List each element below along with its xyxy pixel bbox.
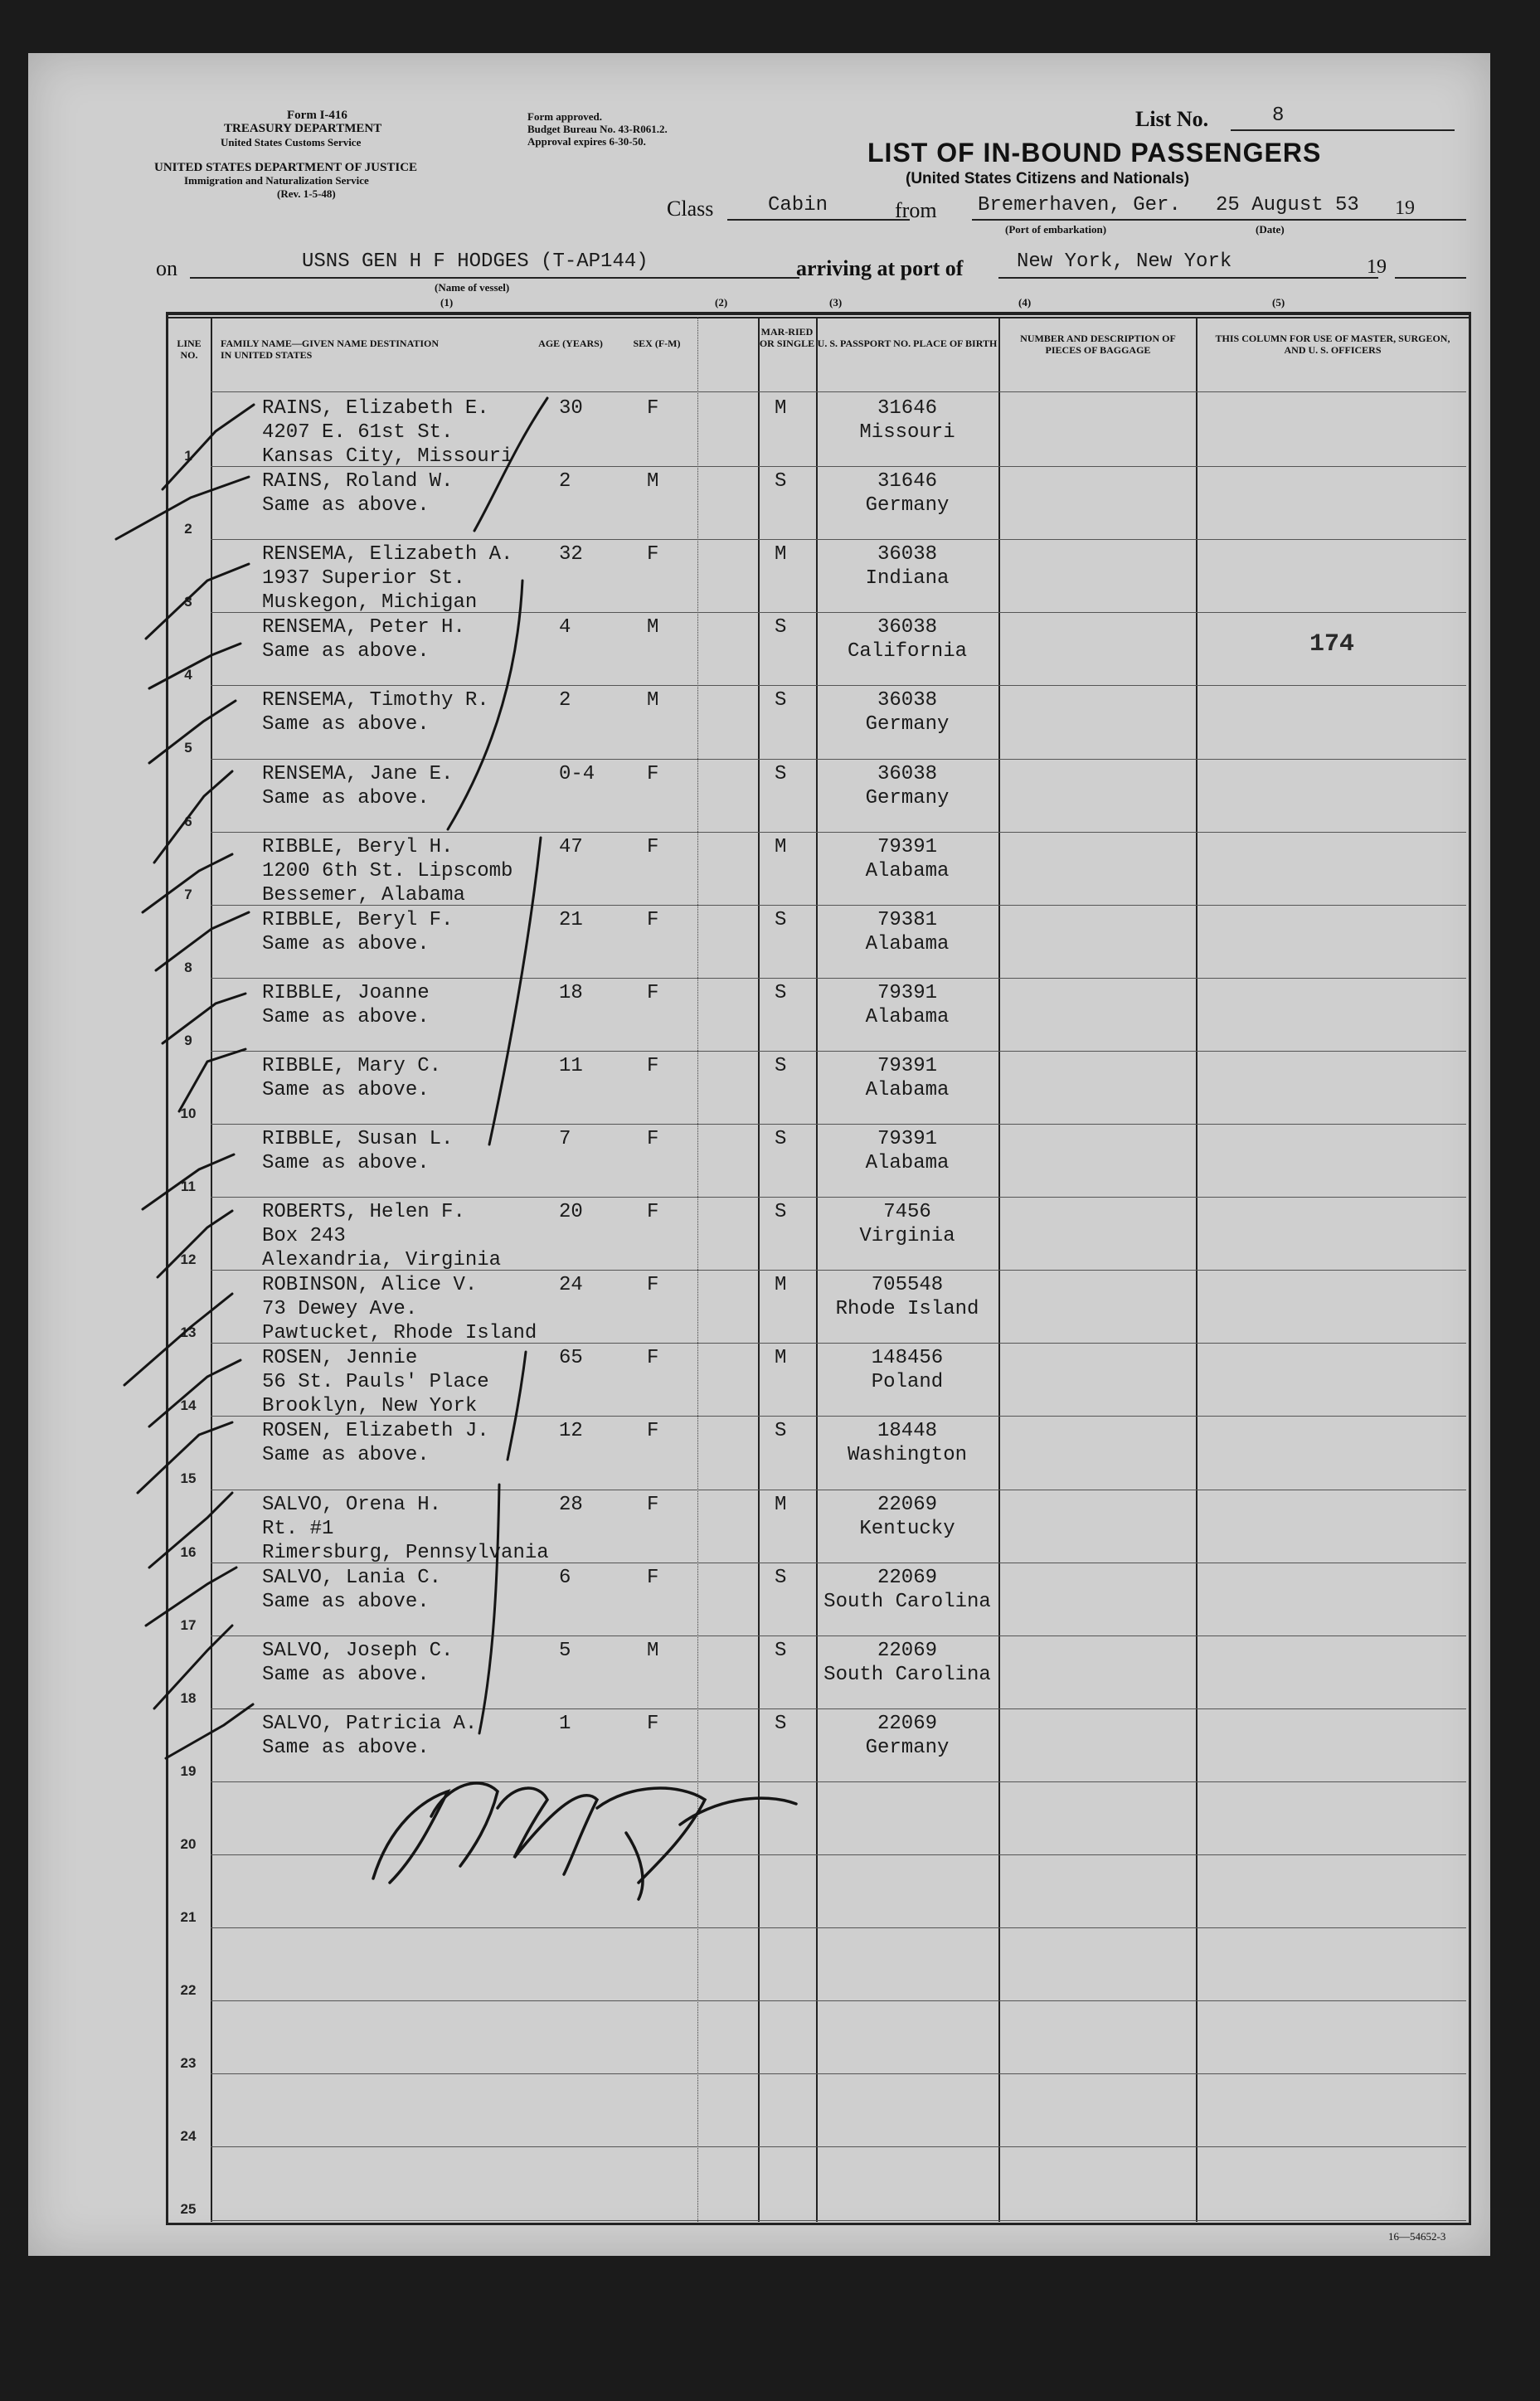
passenger-name: RIBBLE, Beryl H. (262, 835, 454, 858)
age-value: 21 (559, 908, 583, 931)
marital-status: S (775, 470, 787, 493)
place-of-birth: South Carolina (823, 1590, 991, 1613)
col-header-baggage: NUMBER AND DESCRIPTION OF PIECES OF BAGGAGE (1020, 333, 1176, 356)
passenger-name: SALVO, Joseph C. (262, 1639, 454, 1662)
row-separator (211, 2146, 1466, 2147)
sex-value: F (647, 1274, 659, 1297)
age-value: 20 (559, 1201, 583, 1224)
place-of-birth: Germany (865, 786, 950, 809)
age-value: 2 (559, 689, 571, 712)
line-number: 21 (180, 1909, 197, 1925)
marital-status: S (775, 1420, 787, 1443)
destination-line-1: 1200 6th St. Lipscomb (262, 859, 513, 882)
vessel-line (190, 277, 799, 279)
passenger-name: RAINS, Roland W. (262, 470, 454, 493)
port-embarkation-value: Bremerhaven, Ger. (978, 194, 1181, 216)
passport-number: 148456 (871, 1347, 944, 1370)
header-bottom-line (211, 391, 1466, 392)
place-of-birth: Washington (847, 1444, 968, 1467)
sex-value: F (647, 397, 659, 420)
list-number-line (1231, 129, 1455, 131)
destination-line-1: 73 Dewey Ave. (262, 1298, 418, 1321)
passport-number: 79391 (877, 835, 937, 858)
form-subtitle: (United States Citizens and Nationals) (906, 170, 1190, 187)
destination-line-2: Brooklyn, New York (262, 1395, 478, 1418)
place-of-birth: Missouri (859, 421, 955, 444)
age-value: 47 (559, 835, 583, 858)
line-number: 11 (181, 1179, 196, 1194)
col-number-4: (4) (1018, 296, 1032, 309)
approval-expires: Approval expires 6-30-50. (527, 135, 646, 148)
age-value: 12 (559, 1420, 583, 1443)
row-separator (211, 1708, 1466, 1709)
class-label: Class (667, 197, 714, 221)
marital-status: M (775, 835, 787, 858)
destination-line-2: Pawtucket, Rhode Island (262, 1322, 537, 1345)
place-of-birth: Alabama (865, 932, 950, 955)
place-of-birth: Alabama (865, 859, 950, 882)
place-of-birth: Poland (871, 1371, 944, 1394)
destination-line-1: Same as above. (262, 1444, 430, 1467)
sex-value: F (647, 543, 659, 566)
age-value: 6 (559, 1566, 571, 1589)
passenger-name: SALVO, Patricia A. (262, 1712, 478, 1735)
passenger-name: RIBBLE, Beryl F. (262, 908, 454, 931)
passport-number: 31646 (877, 397, 937, 420)
destination-line-1: Rt. #1 (262, 1517, 334, 1540)
destination-line-1: Same as above. (262, 1078, 430, 1101)
row-separator (211, 1197, 1466, 1198)
row-separator (211, 1854, 1466, 1855)
row-separator (211, 1124, 1466, 1125)
passenger-name: RENSEMA, Timothy R. (262, 689, 489, 712)
form-approved: Form approved. (527, 110, 603, 123)
destination-line-1: 4207 E. 61st St. (262, 421, 454, 444)
passenger-name: ROSEN, Elizabeth J. (262, 1420, 489, 1443)
age-value: 65 (559, 1347, 583, 1370)
place-of-birth: Alabama (865, 1078, 950, 1101)
col-number-2: (2) (715, 296, 728, 309)
destination-line-2: Alexandria, Virginia (262, 1249, 502, 1272)
passport-number: 79391 (877, 1054, 937, 1077)
sex-value: F (647, 1347, 659, 1370)
marital-status: M (775, 1347, 787, 1370)
year-suffix: 19 (1395, 197, 1415, 219)
sex-value: F (647, 1493, 659, 1516)
sex-value: M (647, 616, 659, 639)
passenger-name: ROSEN, Jennie (262, 1347, 418, 1370)
col-header-age: AGE (YEARS) (538, 338, 603, 349)
passport-number: 705548 (871, 1274, 944, 1297)
sex-value: M (647, 1639, 659, 1662)
line-number: 2 (184, 521, 192, 537)
line-number: 20 (180, 1835, 197, 1852)
row-separator (211, 1781, 1466, 1782)
passport-number: 36038 (877, 543, 937, 566)
passport-number: 31646 (877, 470, 937, 493)
row-separator (211, 2000, 1466, 2001)
age-value: 1 (559, 1712, 571, 1735)
passenger-name: RENSEMA, Elizabeth A. (262, 543, 513, 566)
from-line (972, 219, 1466, 221)
col-header-name: FAMILY NAME—GIVEN NAME DESTINATION IN UNITED STATES (221, 338, 440, 361)
destination-line-1: 1937 Superior St. (262, 567, 465, 591)
passenger-name: RIBBLE, Joanne (262, 981, 430, 1004)
destination-line-1: Same as above. (262, 494, 430, 518)
passenger-name: RAINS, Elizabeth E. (262, 397, 489, 420)
col-number-1: (1) (440, 296, 454, 309)
passport-number: 79381 (877, 908, 937, 931)
destination-line-1: Box 243 (262, 1225, 346, 1248)
vessel-name-value: USNS GEN H F HODGES (T-AP144) (302, 250, 649, 273)
passport-number: 79391 (877, 1128, 937, 1150)
sex-value: F (647, 835, 659, 858)
marital-status: S (775, 616, 787, 639)
line-number: 23 (180, 2055, 197, 2072)
place-of-birth: Virginia (859, 1225, 955, 1248)
marital-status: S (775, 1128, 787, 1150)
destination-line-1: Same as above. (262, 1152, 430, 1174)
col-header-married: MAR-RIED OR SINGLE (759, 326, 815, 349)
row-separator (211, 466, 1466, 467)
passenger-name: ROBERTS, Helen F. (262, 1201, 465, 1224)
line-number: 12 (180, 1252, 197, 1268)
passenger-name: SALVO, Lania C. (262, 1566, 442, 1589)
customs-service: United States Customs Service (221, 136, 362, 148)
marital-status: S (775, 762, 787, 785)
marital-status: S (775, 1639, 787, 1662)
marital-status: S (775, 689, 787, 712)
age-value: 5 (559, 1639, 571, 1662)
col-number-3: (3) (829, 296, 843, 309)
destination-line-1: Same as above. (262, 786, 430, 809)
year-label: 19 (1367, 256, 1387, 278)
from-label: from (895, 198, 937, 222)
line-number: 22 (180, 1982, 197, 1999)
sex-value: F (647, 1201, 659, 1224)
vessel-caption: (Name of vessel) (435, 281, 510, 294)
embarkation-date-value: 25 August 53 (1216, 194, 1359, 216)
line-number: 10 (180, 1105, 197, 1121)
age-value: 7 (559, 1128, 571, 1150)
col-header-sex: SEX (F-M) (633, 338, 681, 349)
passenger-name: RENSEMA, Jane E. (262, 762, 454, 785)
destination-line-1: Same as above. (262, 713, 430, 736)
row-separator (211, 1051, 1466, 1052)
marital-status: S (775, 908, 787, 931)
row-separator (211, 2073, 1466, 2074)
place-of-birth: Rhode Island (835, 1298, 979, 1321)
line-number: 16 (180, 1543, 197, 1560)
destination-line-1: Same as above. (262, 1590, 430, 1613)
ins-service: Immigration and Naturalization Service (184, 174, 369, 187)
date-caption: (Date) (1256, 223, 1285, 236)
row-separator (211, 1270, 1466, 1271)
marital-status: M (775, 1493, 787, 1516)
destination-line-1: 56 St. Pauls' Place (262, 1371, 489, 1394)
line-number: 18 (180, 1689, 197, 1706)
destination-line-2: Rimersburg, Pennsylvania (262, 1541, 549, 1564)
passport-number: 36038 (877, 762, 937, 785)
sex-value: F (647, 1054, 659, 1077)
row-separator (211, 1416, 1466, 1417)
footer-code: 16—54652-3 (1388, 2230, 1446, 2243)
line-number: 25 (180, 2201, 197, 2218)
passport-number: 36038 (877, 616, 937, 639)
destination-line-2: Kansas City, Missouri (262, 445, 513, 468)
treasury-dept: TREASURY DEPARTMENT (224, 122, 382, 135)
line-number: 8 (184, 959, 192, 975)
marital-status: M (775, 397, 787, 420)
marital-status: M (775, 543, 787, 566)
line-number: 4 (184, 667, 192, 683)
line-number: 1 (184, 448, 192, 464)
arrival-port-line (998, 277, 1378, 279)
port-embarkation-caption: (Port of embarkation) (1005, 223, 1107, 236)
sex-value: M (647, 470, 659, 493)
passport-number: 36038 (877, 689, 937, 712)
marital-status: S (775, 1712, 787, 1735)
line-number: 17 (180, 1616, 197, 1633)
list-number-value: 8 (1272, 104, 1285, 127)
form-title: LIST OF IN-BOUND PASSENGERS (867, 138, 1322, 168)
on-label: on (156, 256, 177, 280)
row-separator (211, 905, 1466, 906)
line-number: 13 (180, 1324, 197, 1341)
line-number: 3 (184, 594, 192, 610)
justice-dept: UNITED STATES DEPARTMENT OF JUSTICE (154, 161, 418, 174)
list-number-label: List No. (1135, 107, 1209, 131)
destination-line-2: Bessemer, Alabama (262, 883, 465, 906)
age-value: 24 (559, 1274, 583, 1297)
line-number: 24 (180, 2128, 197, 2145)
passport-number: 22069 (877, 1493, 937, 1516)
line-number: 7 (184, 886, 192, 902)
place-of-birth: Germany (865, 494, 950, 518)
sex-value: F (647, 908, 659, 931)
passport-number: 22069 (877, 1639, 937, 1662)
arriving-label: arriving at port of (796, 256, 964, 280)
marital-status: S (775, 1201, 787, 1224)
row-separator (211, 1635, 1466, 1636)
form-number: Form I-416 (287, 109, 347, 122)
class-line (727, 219, 910, 221)
place-of-birth: Kentucky (859, 1517, 955, 1540)
age-value: 28 (559, 1493, 583, 1516)
passenger-name: RIBBLE, Mary C. (262, 1054, 442, 1077)
passport-number: 7456 (883, 1201, 931, 1224)
marital-status: S (775, 1566, 787, 1589)
age-value: 18 (559, 981, 583, 1004)
age-value: 11 (559, 1054, 583, 1077)
row-separator (211, 1343, 1466, 1344)
line-number: 5 (184, 740, 192, 756)
row-separator (211, 539, 1466, 540)
row-separator (211, 612, 1466, 613)
row-separator (211, 1927, 1466, 1928)
destination-line-1: Same as above. (262, 1663, 430, 1686)
destination-line-1: Same as above. (262, 932, 430, 955)
row-separator (211, 759, 1466, 760)
passport-number: 22069 (877, 1566, 937, 1589)
sex-value: F (647, 981, 659, 1004)
place-of-birth: South Carolina (823, 1663, 991, 1686)
destination-line-2: Muskegon, Michigan (262, 591, 478, 615)
destination-line-1: Same as above. (262, 640, 430, 663)
age-value: 0-4 (559, 762, 595, 785)
row-separator (211, 832, 1466, 833)
sex-value: F (647, 762, 659, 785)
row-separator (211, 978, 1466, 979)
class-value: Cabin (768, 194, 828, 216)
line-number: 9 (184, 1032, 192, 1048)
passenger-name: SALVO, Orena H. (262, 1493, 442, 1516)
age-value: 32 (559, 543, 583, 566)
sex-value: F (647, 1420, 659, 1443)
place-of-birth: Germany (865, 713, 950, 736)
sex-value: F (647, 1566, 659, 1589)
passport-number: 18448 (877, 1420, 937, 1443)
passenger-name: RIBBLE, Susan L. (262, 1128, 454, 1150)
place-of-birth: Alabama (865, 1005, 950, 1028)
col-header-passport: U. S. PASSPORT NO. PLACE OF BIRTH (817, 338, 998, 349)
place-of-birth: Alabama (865, 1152, 950, 1174)
col-header-officers: THIS COLUMN FOR USE OF MASTER, SURGEON, AND U. S. OFFICERS (1215, 333, 1450, 356)
passport-number: 79391 (877, 981, 937, 1004)
form-revision: (Rev. 1-5-48) (277, 187, 336, 200)
arrival-port-value: New York, New York (1017, 250, 1232, 273)
place-of-birth: Indiana (865, 567, 950, 591)
marital-status: S (775, 981, 787, 1004)
line-number: 19 (180, 1762, 197, 1779)
age-value: 4 (559, 616, 571, 639)
budget-bureau: Budget Bureau No. 43-R061.2. (527, 123, 668, 135)
marital-status: S (775, 1054, 787, 1077)
col-number-5: (5) (1272, 296, 1285, 309)
line-number: 15 (180, 1470, 197, 1487)
stamp-number: 174 (1309, 630, 1355, 659)
place-of-birth: Germany (865, 1736, 950, 1759)
sex-value: F (647, 1128, 659, 1150)
row-separator (211, 2220, 1466, 2221)
form-sheet (28, 53, 1490, 2256)
sex-value: M (647, 689, 659, 712)
age-value: 2 (559, 470, 571, 493)
passenger-name: ROBINSON, Alice V. (262, 1274, 478, 1297)
age-value: 30 (559, 397, 583, 420)
passport-number: 22069 (877, 1712, 937, 1735)
place-of-birth: California (847, 640, 968, 663)
sex-value: F (647, 1712, 659, 1735)
col-header-line: LINE NO. (177, 338, 202, 361)
line-number: 6 (184, 813, 192, 829)
line-number: 14 (180, 1397, 197, 1414)
row-separator (211, 685, 1466, 686)
destination-line-1: Same as above. (262, 1736, 430, 1759)
year-line (1395, 277, 1466, 279)
marital-status: M (775, 1274, 787, 1297)
destination-line-1: Same as above. (262, 1005, 430, 1028)
passenger-name: RENSEMA, Peter H. (262, 616, 465, 639)
